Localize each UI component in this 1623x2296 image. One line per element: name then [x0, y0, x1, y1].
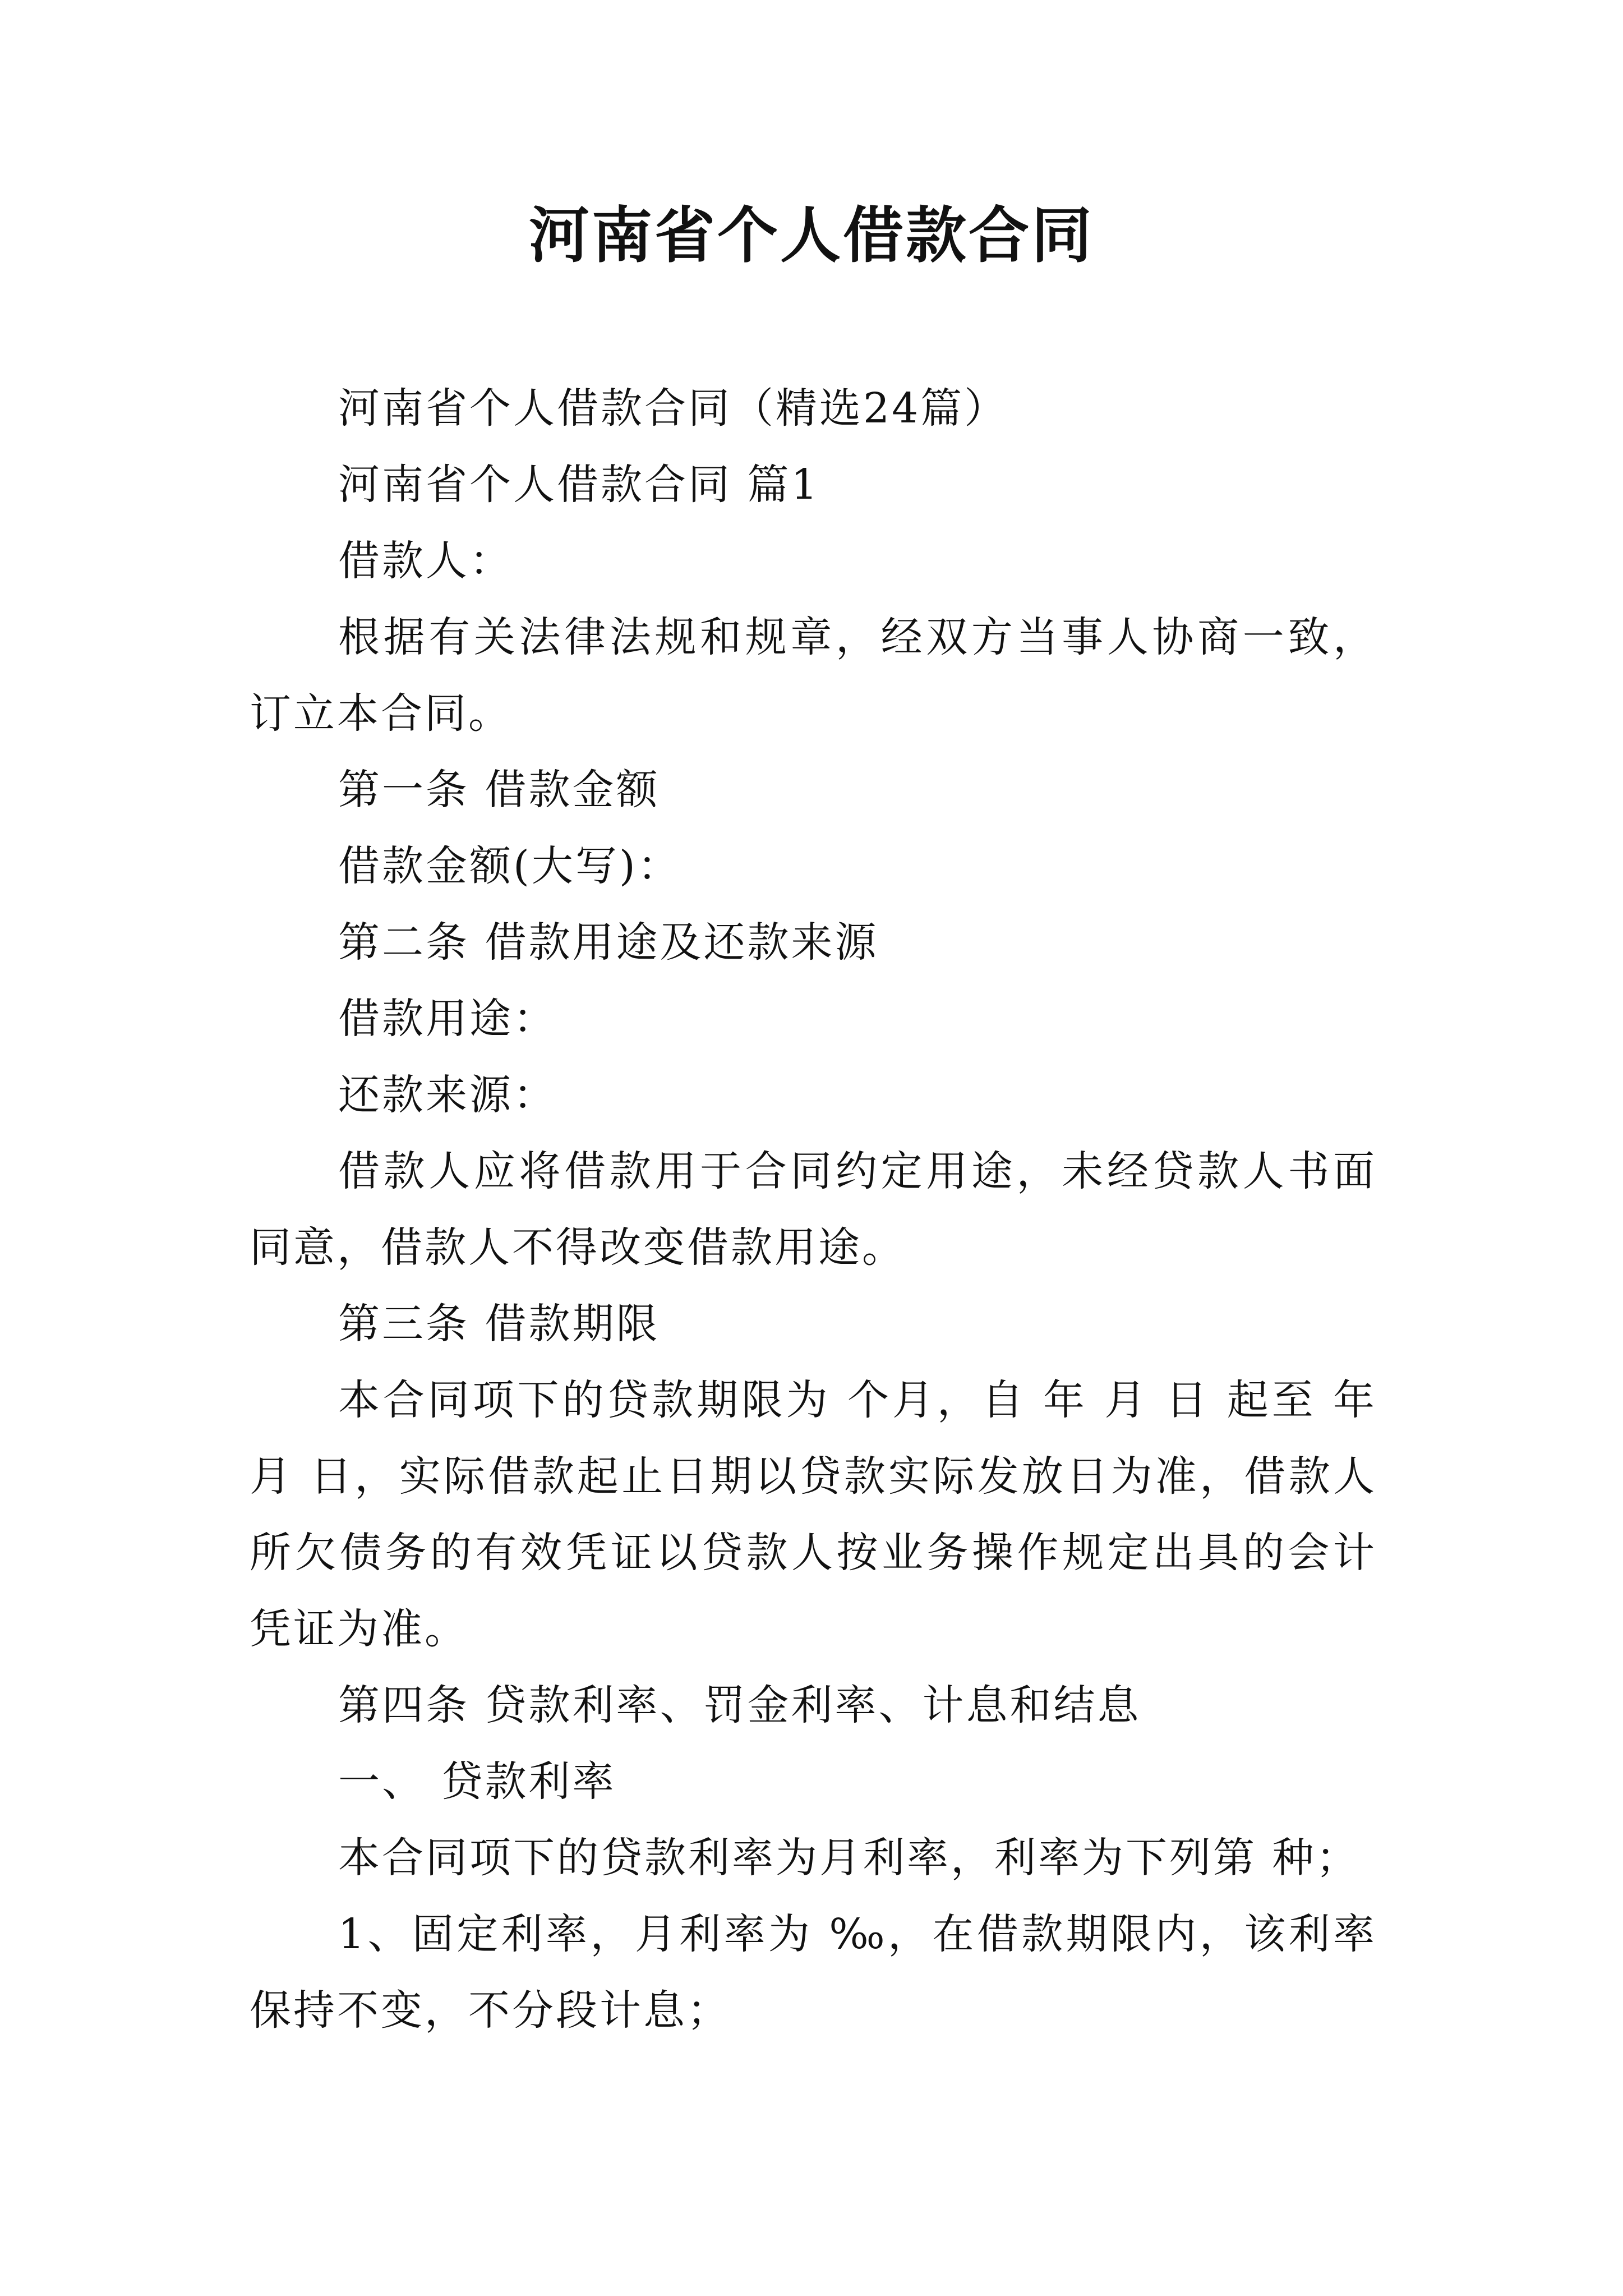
paragraph-article-2: 第二条 借款用途及还款来源 — [338, 918, 879, 967]
paragraph-borrower: 借款人： — [338, 537, 513, 585]
paragraph-section-heading: 河南省个人借款合同 篇1 — [338, 461, 820, 509]
paragraph-loan-rate-heading: 一、 贷款利率 — [338, 1757, 616, 1806]
paragraph-loan-amount: 借款金额(大写)： — [338, 842, 681, 890]
paragraph-article-4: 第四条 贷款利率、罚金利率、计息和结息 — [338, 1681, 1141, 1729]
paragraph-repayment-source: 还款来源： — [338, 1071, 557, 1119]
document-body — [250, 370, 1377, 2049]
paragraph-article-1: 第一条 借款金额 — [338, 766, 660, 814]
paragraph-purpose-restriction: 借款人应将借款用于合同约定用途，未经贷款人书面同意，借款人不得改变借款用途。 — [250, 1147, 1377, 1272]
paragraph-rate-type: 本合同项下的贷款利率为月利率，利率为下列第 种； — [338, 1834, 1360, 1882]
paragraph-preamble: 根据有关法律法规和规章，经双方当事人协商一致，订立本合同。 — [250, 613, 1377, 738]
document-title: 河南省个人借款合同 — [528, 200, 1094, 271]
paragraph-loan-purpose: 借款用途： — [338, 995, 557, 1043]
paragraph-article-3: 第三条 借款期限 — [338, 1300, 660, 1348]
paragraph-fixed-rate: 1、固定利率，月利率为 ‰，在借款期限内，该利率保持不变，不分段计息； — [250, 1910, 1377, 2035]
paragraph-collection-title: 河南省个人借款合同（精选24篇） — [338, 384, 1008, 432]
paragraph-loan-term: 本合同项下的贷款期限为 个月，自 年 月 日 起至 年 月 日，实际借款起止日期以贷款实际发放日为准，借款人所欠债务的有效凭证以贷款人按业务操作规定出具的会计凭证为准。 — [250, 1376, 1377, 1653]
